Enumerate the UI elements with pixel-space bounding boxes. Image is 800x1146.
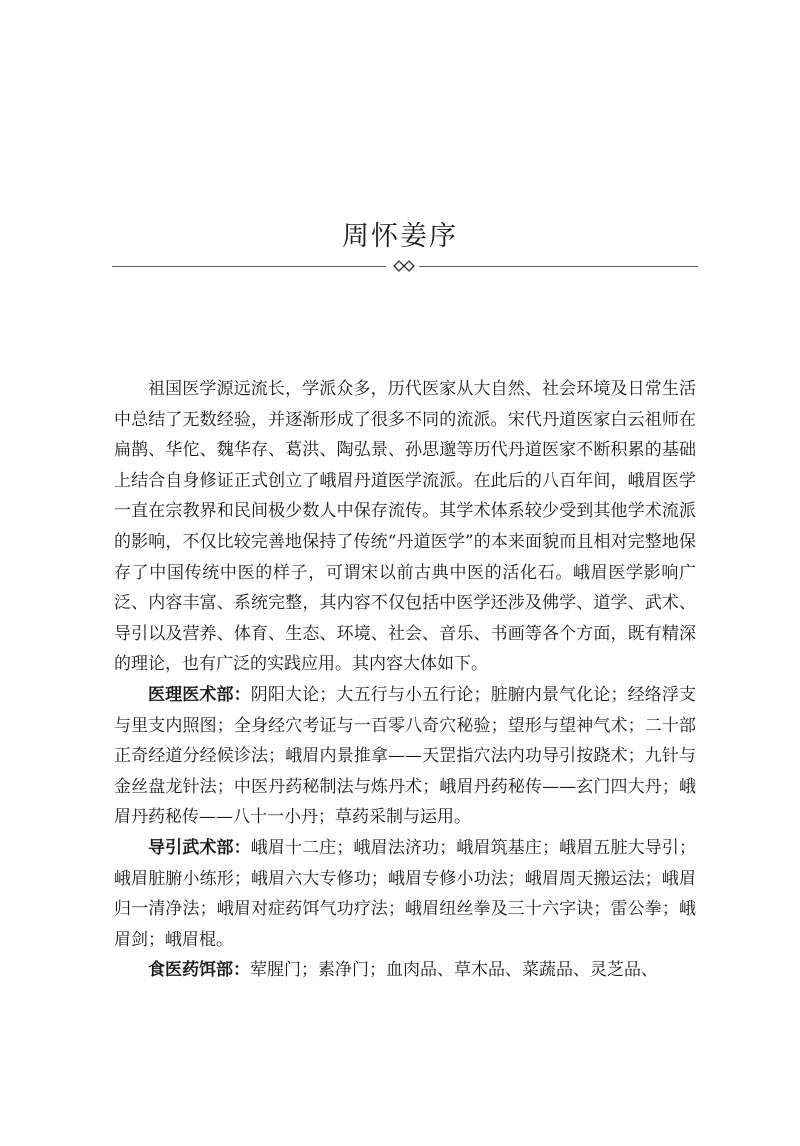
body-text: [114, 374, 696, 986]
section-text: 峨眉十二庄；峨眉法济功；峨眉筑基庄；峨眉五脏大导引；峨眉脏腑小练形；峨眉六大专修功；峨眉专修小功法；峨眉周天搬运法；峨眉归一清净法；峨眉对症药饵气功疗法；峨眉纽丝拳及三十六字诀；雷公拳；峨眉剑；峨眉棍。: [114, 837, 697, 950]
paragraph-shiyi: [114, 955, 696, 986]
title-rule-left: [112, 266, 386, 267]
section-heading: 医理医术部：: [148, 684, 251, 705]
section-heading: 导引武术部：: [148, 837, 251, 858]
paragraph-intro: 祖国医学源远流长，学派众多，历代医家从大自然、社会环境及日常生活中总结了无数经验，并逐渐形成了很多不同的流派。宋代丹道医家白云祖师在扁鹊、华佗、魏华存、葛洪、陶弘景、孙思邈等历代丹道医家不断积累的基础上结合自身修证正式创立了峨眉丹道医学流派。在此后的八百年间，峨眉医学一直在宗教界和民间极少数人中保存流传。其学术体系较少受到其他学术流派的影响，不仅比较完善地保持了传统“丹道医学”的本来面貌而且相对完整地保存了中国传统中医的样子，可谓宋以前古典中医的活化石。峨眉医学影响广泛、内容丰富、系统完整，其内容不仅包括中医学还涉及佛学、道学、武术、导引以及营养、体育、生态、环境、社会、音乐、书画等各个方面，既有精深的理论，也有广泛的实践应用。其内容大体如下。: [114, 379, 696, 675]
paragraph-daoyin: [114, 833, 696, 955]
section-heading: 食医药饵部：: [148, 960, 250, 981]
title-rule-right: [419, 266, 698, 267]
ornament-icon: [393, 258, 415, 274]
section-text: 荤腥门；素净门；血肉品、草木品、菜蔬品、灵芝品、: [250, 960, 658, 981]
section-text: 阴阳大论；大五行与小五行论；脏腑内景气化论；经络浮支与里支内照图；全身经穴考证与一百零八奇穴秘验；望形与望神气术；二十部正奇经道分经候诊法；峨眉内景推拿——天罡指穴法内功导引按跷术；九针与金丝盘龙针法；中医丹药秘制法与炼丹术；峨眉丹药秘传——玄门四大丹；峨眉丹药秘传——八十一小丹；草药采制与运用。: [114, 684, 697, 828]
paragraph-yili: [114, 680, 696, 833]
page-title: 周怀姜序: [342, 221, 458, 252]
